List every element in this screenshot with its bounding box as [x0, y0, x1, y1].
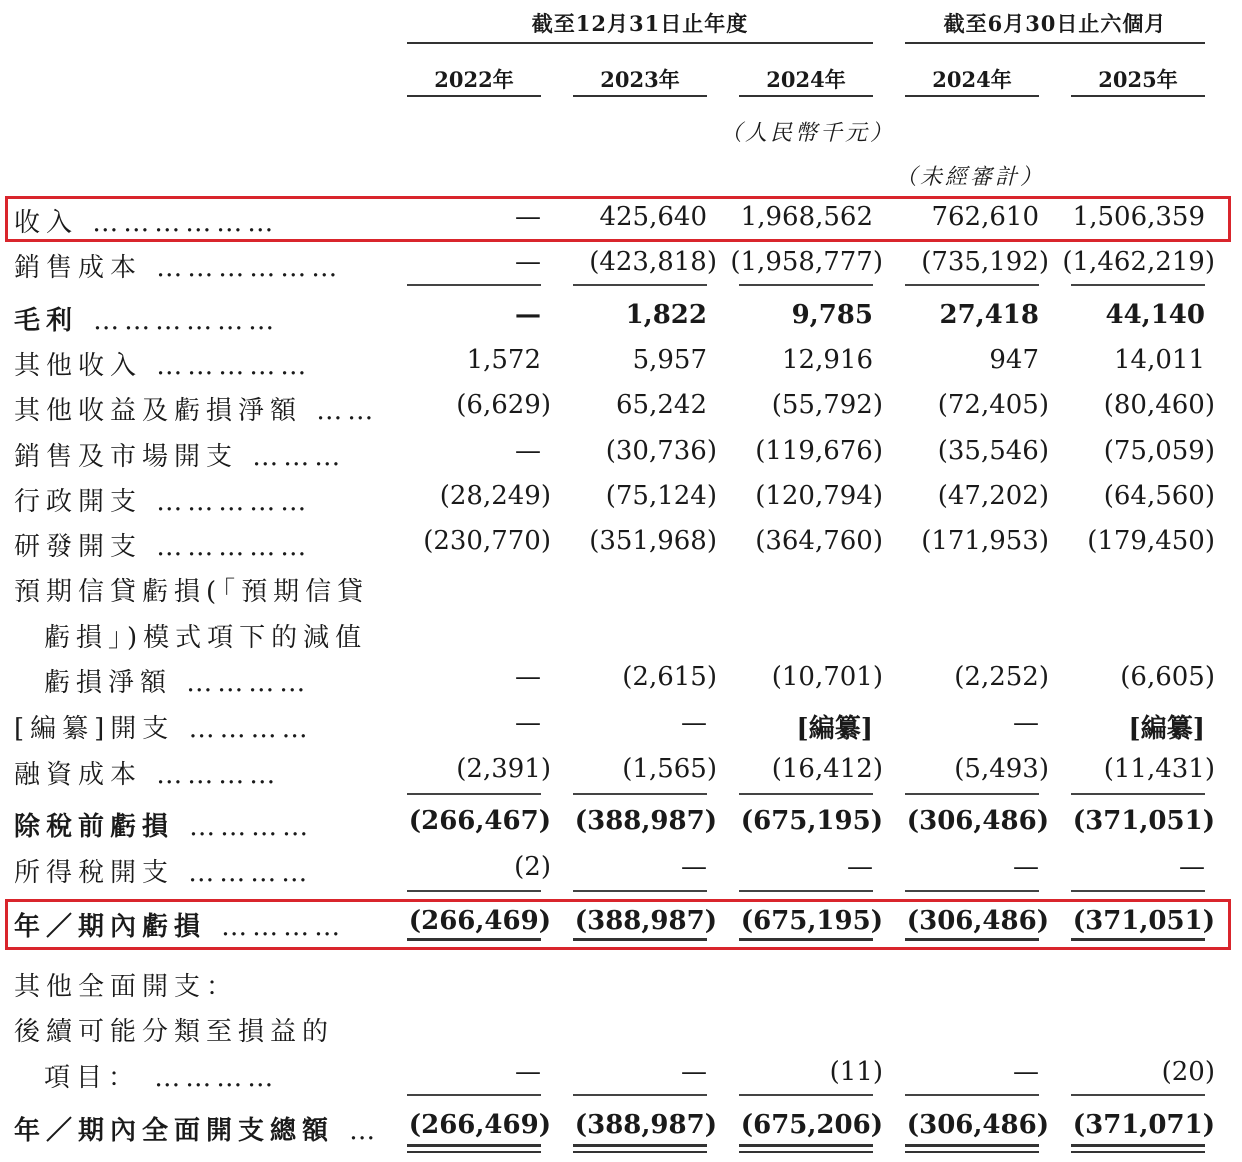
tax-rule-2024-interim	[905, 890, 1039, 892]
cell-finance-2025-interim: (11,431)	[1103, 754, 1215, 784]
oci-rule-2024	[739, 1094, 873, 1096]
cell-admin-2022: (28,249)	[439, 481, 551, 511]
cell-redacted-2024-interim: —	[1013, 708, 1039, 738]
row-label-cost-of-sales: 銷售成本 ………………	[14, 253, 343, 283]
subtotal-rule-2022	[407, 284, 541, 286]
cell-rd-2024-interim: (171,953)	[921, 526, 1049, 556]
cell-oci-2023: —	[681, 1057, 707, 1087]
cell-admin-2023: (75,124)	[605, 481, 717, 511]
row-label-oci-subheader: 後續可能分類至損益的	[14, 1017, 335, 1047]
unaudited-note: （未經審計）	[895, 165, 1046, 190]
row-label-loss-for-period: 年／期內虧損 …………	[14, 912, 346, 942]
tax-rule-2024	[739, 890, 873, 892]
rule-year-2024	[739, 95, 873, 97]
cell-finance-2024-interim: (5,493)	[954, 754, 1049, 784]
cell-rd-2023: (351,968)	[589, 526, 717, 556]
rule-group-interim	[905, 42, 1205, 44]
cell-tax-2023: —	[681, 852, 707, 882]
cell-ecl-2025-interim: (6,605)	[1120, 662, 1215, 692]
cell-other-income-2024: 12,916	[782, 345, 873, 375]
pretax-rule-2024-interim	[905, 793, 1039, 795]
cell-gross-profit-2024: 9,785	[791, 300, 873, 330]
row-label-loss-before-tax: 除稅前虧損 …………	[14, 812, 314, 842]
tax-rule-2022	[407, 890, 541, 892]
cell-total-2025-interim: (371,071)	[1072, 1110, 1215, 1140]
oci-rule-2025-interim	[1071, 1094, 1205, 1096]
cell-other-gains-2022: (6,629)	[456, 390, 551, 420]
cell-total-2024-interim: (306,486)	[906, 1110, 1049, 1140]
cell-other-gains-2024: (55,792)	[771, 390, 883, 420]
cell-lbt-2024-interim: (306,486)	[906, 806, 1049, 836]
cell-admin-2024: (120,794)	[755, 481, 883, 511]
rule-year-2024-interim	[905, 95, 1039, 97]
cell-other-income-2024-interim: 947	[989, 345, 1039, 375]
cell-lbt-2025-interim: (371,051)	[1072, 806, 1215, 836]
cell-ecl-2024-interim: (2,252)	[954, 662, 1049, 692]
cell-revenue-2022: —	[515, 202, 541, 232]
total-double-rule-bottom-2022	[407, 1151, 541, 1153]
cell-admin-2025-interim: (64,560)	[1103, 481, 1215, 511]
subtotal-rule-2023	[573, 284, 707, 286]
row-label-rd-expenses: 研發開支 ……………	[14, 532, 312, 562]
cell-cost-of-sales-2025-interim: (1,462,219)	[1062, 247, 1215, 277]
total-double-rule-top-2023	[573, 1144, 707, 1147]
year-header-2024-interim: 2024年	[932, 67, 1012, 92]
row-label-ecl-line2: 虧損」)模式項下的減值	[44, 623, 368, 653]
cell-redacted-2024: [編纂]	[796, 714, 873, 744]
cell-loss-2024-interim: (306,486)	[906, 906, 1049, 936]
rule-group-annual	[407, 42, 873, 44]
cell-other-gains-2024-interim: (72,405)	[937, 390, 1049, 420]
cell-gross-profit-2024-interim: 27,418	[939, 300, 1039, 330]
cell-other-gains-2025-interim: (80,460)	[1103, 390, 1215, 420]
cell-total-2022: (266,469)	[408, 1110, 551, 1140]
cell-lbt-2023: (388,987)	[574, 806, 717, 836]
row-label-gross-profit: 毛利 ………………	[14, 306, 280, 336]
rule-year-2022	[407, 95, 541, 97]
oci-rule-2024-interim	[905, 1094, 1039, 1096]
total-double-rule-bottom-2024	[739, 1151, 873, 1153]
cell-gross-profit-2023: 1,822	[625, 300, 707, 330]
loss-double-rule-2022	[407, 938, 541, 941]
cell-redacted-2023: —	[681, 708, 707, 738]
cell-cost-of-sales-2024-interim: (735,192)	[921, 247, 1049, 277]
row-label-redacted-expenses: [編纂]開支 …………	[14, 714, 313, 744]
rule-year-2025-interim	[1071, 95, 1205, 97]
cell-loss-2022: (266,469)	[408, 906, 551, 936]
cell-other-income-2023: 5,957	[632, 345, 707, 375]
cell-tax-2024-interim: —	[1013, 852, 1039, 882]
cell-admin-2024-interim: (47,202)	[937, 481, 1049, 511]
row-label-finance-costs: 融資成本 …………	[14, 760, 281, 790]
pretax-rule-2022	[407, 793, 541, 795]
pretax-rule-2025-interim	[1071, 793, 1205, 795]
cell-rd-2022: (230,770)	[423, 526, 551, 556]
cell-total-2024: (675,206)	[740, 1110, 883, 1140]
row-label-other-income: 其他收入 ……………	[14, 351, 312, 381]
cell-gross-profit-2022: —	[515, 300, 541, 330]
header-group-annual: 截至12月31日止年度	[531, 11, 749, 36]
row-label-ecl-line1: 預期信貸虧損(「預期信貸	[14, 577, 370, 607]
cell-ecl-2024: (10,701)	[771, 662, 883, 692]
cell-tax-2025-interim: —	[1179, 852, 1205, 882]
cell-selling-2025-interim: (75,059)	[1103, 436, 1215, 466]
cell-tax-2022: (2)	[514, 852, 551, 882]
cell-tax-2024: —	[847, 852, 873, 882]
loss-double-rule-2023	[573, 938, 707, 941]
cell-selling-2024: (119,676)	[755, 436, 883, 466]
year-header-2024: 2024年	[766, 67, 846, 92]
cell-revenue-2024-interim: 762,610	[931, 202, 1039, 232]
cell-rd-2024: (364,760)	[755, 526, 883, 556]
row-label-oci-items: 項目： …………	[44, 1063, 279, 1093]
cell-rd-2025-interim: (179,450)	[1087, 526, 1215, 556]
cell-loss-2025-interim: (371,051)	[1072, 906, 1215, 936]
subtotal-rule-2025-interim	[1071, 284, 1205, 286]
year-header-2022: 2022年	[434, 67, 514, 92]
cell-ecl-2023: (2,615)	[622, 662, 717, 692]
total-double-rule-bottom-2024-interim	[905, 1151, 1039, 1153]
cell-cost-of-sales-2024: (1,958,777)	[730, 247, 883, 277]
cell-gross-profit-2025-interim: 44,140	[1105, 300, 1205, 330]
cell-redacted-2025-interim: [編纂]	[1128, 714, 1205, 744]
tax-rule-2023	[573, 890, 707, 892]
cell-lbt-2024: (675,195)	[740, 806, 883, 836]
cell-cost-of-sales-2023: (423,818)	[589, 247, 717, 277]
row-label-ecl-line3: 虧損淨額 …………	[44, 668, 311, 698]
row-label-oci-header: 其他全面開支：	[14, 972, 239, 1002]
total-double-rule-top-2022	[407, 1144, 541, 1147]
cell-oci-2024: (11)	[829, 1057, 883, 1087]
cell-oci-2024-interim: —	[1013, 1057, 1039, 1087]
pretax-rule-2024	[739, 793, 873, 795]
loss-double-rule-2024	[739, 938, 873, 941]
subtotal-rule-2024	[739, 284, 873, 286]
cell-selling-2024-interim: (35,546)	[937, 436, 1049, 466]
row-label-revenue: 收入 ………………	[14, 208, 279, 238]
subtotal-rule-2024-interim	[905, 284, 1039, 286]
oci-rule-2023	[573, 1094, 707, 1096]
cell-loss-2024: (675,195)	[740, 906, 883, 936]
total-double-rule-top-2025-interim	[1071, 1144, 1205, 1147]
header-group-interim: 截至6月30日止六個月	[943, 11, 1167, 36]
tax-rule-2025-interim	[1071, 890, 1205, 892]
cell-oci-2025-interim: (20)	[1161, 1057, 1215, 1087]
currency-note: （人民幣千元）	[720, 121, 896, 146]
total-double-rule-bottom-2023	[573, 1151, 707, 1153]
cell-lbt-2022: (266,467)	[408, 806, 551, 836]
cell-cost-of-sales-2022: —	[515, 247, 541, 277]
total-double-rule-top-2024	[739, 1144, 873, 1147]
cell-finance-2023: (1,565)	[622, 754, 717, 784]
cell-revenue-2023: 425,640	[599, 202, 707, 232]
oci-rule-2022	[407, 1094, 541, 1096]
cell-loss-2023: (388,987)	[574, 906, 717, 936]
cell-oci-2022: —	[515, 1057, 541, 1087]
row-label-selling-marketing: 銷售及市場開支 ………	[14, 442, 346, 472]
loss-double-rule-2024-interim	[905, 938, 1039, 941]
cell-redacted-2022: —	[515, 708, 541, 738]
cell-other-income-2025-interim: 14,011	[1114, 345, 1205, 375]
total-double-rule-top-2024-interim	[905, 1144, 1039, 1147]
loss-double-rule-2025-interim	[1071, 938, 1205, 941]
cell-finance-2024: (16,412)	[771, 754, 883, 784]
row-label-income-tax: 所得稅開支 …………	[14, 858, 313, 888]
cell-other-gains-2023: 65,242	[616, 390, 707, 420]
cell-total-2023: (388,987)	[574, 1110, 717, 1140]
cell-finance-2022: (2,391)	[456, 754, 551, 784]
row-label-other-gains-losses: 其他收益及虧損淨額 ……	[14, 396, 379, 426]
year-header-2023: 2023年	[600, 67, 680, 92]
cell-revenue-2024: 1,968,562	[740, 202, 873, 232]
cell-selling-2022: —	[515, 436, 541, 466]
rule-year-2023	[573, 95, 707, 97]
cell-selling-2023: (30,736)	[605, 436, 717, 466]
row-label-total-comprehensive: 年／期內全面開支總額 …	[14, 1116, 381, 1146]
pretax-rule-2023	[573, 793, 707, 795]
total-double-rule-bottom-2025-interim	[1071, 1151, 1205, 1153]
cell-other-income-2022: 1,572	[466, 345, 541, 375]
cell-revenue-2025-interim: 1,506,359	[1072, 202, 1205, 232]
row-label-admin-expenses: 行政開支 ……………	[14, 487, 312, 517]
year-header-2025-interim: 2025年	[1098, 67, 1178, 92]
cell-ecl-2022: —	[515, 662, 541, 692]
